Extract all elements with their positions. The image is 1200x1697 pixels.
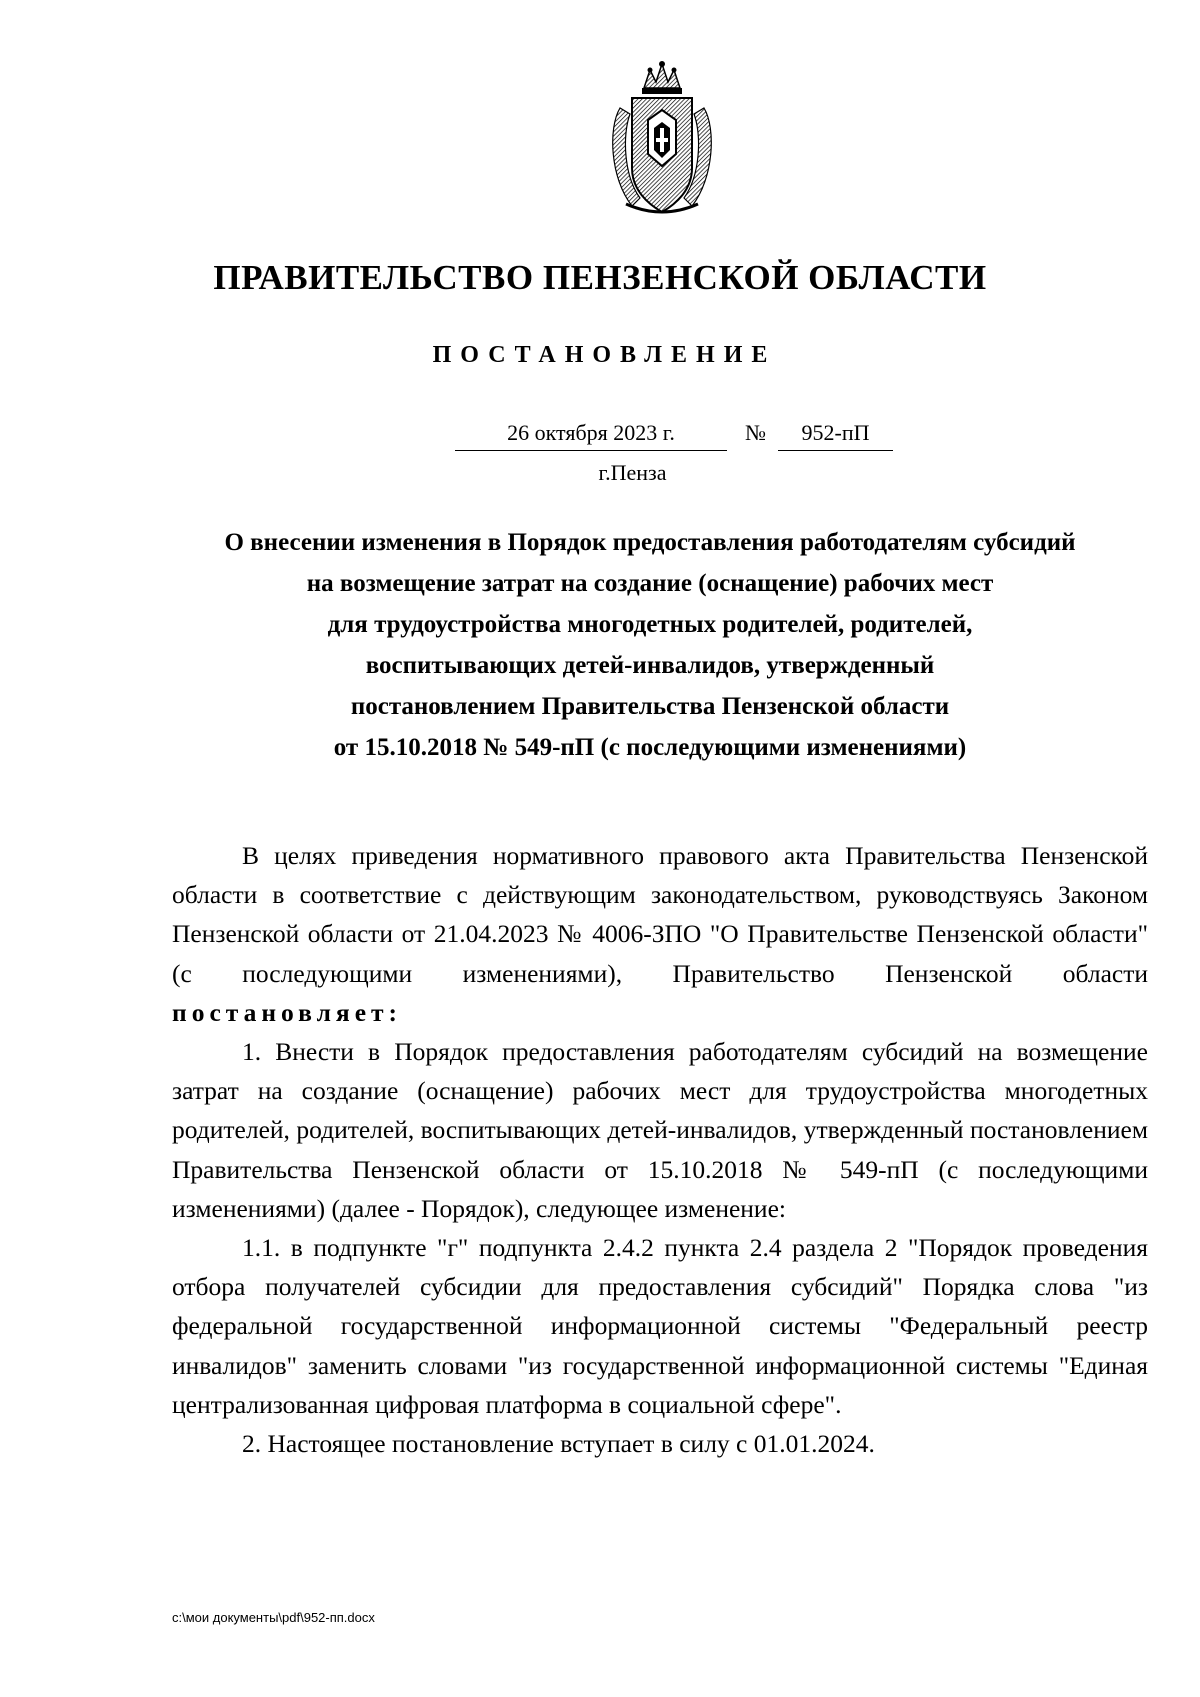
subject-line: воспитывающих детей-инвалидов, утвержденный	[365, 652, 935, 679]
subject-line: О внесении изменения в Порядок предоставления работодателям субсидий	[224, 529, 1076, 556]
subject-line: на возмещение затрат на создание (оснащение) рабочих мест	[306, 570, 994, 597]
document-body	[172, 836, 1148, 1463]
document-subject	[150, 522, 1150, 768]
city-name: г.Пенза	[598, 460, 667, 485]
preamble-text: В целях приведения нормативного правового акта Правительства Пензенской области в соответствие с действующим законодательством, руководствуясь Законом Пензенской области от 21.04.2023 № 4006-ЗПО "О Правительстве Пензенской области" (с последующими изменениями), Правительство Пензенской области	[172, 841, 1148, 988]
government-title: ПРАВИТЕЛЬСТВО ПЕНЗЕНСКОЙ ОБЛАСТИ	[213, 258, 987, 297]
footer-file-path: c:\мои документы\pdf\952-пп.docx	[172, 1610, 375, 1625]
item-1-paragraph: 1. Внести в Порядок предоставления работодателям субсидий на возмещение затрат на создание (оснащение) рабочих мест для трудоустройства многодетных родителей, родителей, воспитывающих детей-инвалидов, утвержденный постановлением Правительства Пензенской области от 15.10.2018 № 549-пП (с последующими изменениями) (далее - Порядок), следующее изменение:	[172, 1037, 1148, 1223]
coat-of-arms-icon	[602, 58, 722, 218]
number-sign: №	[745, 420, 766, 445]
preamble-paragraph	[172, 836, 1148, 1032]
document-date: 26 октября 2023 г.	[455, 420, 727, 451]
subject-line: для трудоустройства многодетных родителей, родителей,	[327, 611, 973, 638]
document-number: 952-пП	[778, 420, 893, 451]
decree-word: постановляет:	[172, 997, 403, 1027]
subject-line: от 15.10.2018 № 549-пП (с последующими изменениями)	[333, 734, 967, 761]
item-2-paragraph: 2. Настоящее постановление вступает в силу с 01.01.2024.	[242, 1429, 875, 1459]
item-1-1-paragraph: 1.1. в подпункте "г" подпункта 2.4.2 пункта 2.4 раздела 2 "Порядок проведения отбора получателей субсидии для предоставления субсидий" Порядка слова "из федеральной государственной информационной системы "Федеральный реестр инвалидов" заменить словами "из государственной информационной системы "Единая централизованная цифровая платформа в социальной сфере".	[172, 1233, 1148, 1419]
document-type: ПОСТАНОВЛЕНИЕ	[432, 342, 777, 368]
subject-line: постановлением Правительства Пензенской области	[350, 693, 950, 720]
